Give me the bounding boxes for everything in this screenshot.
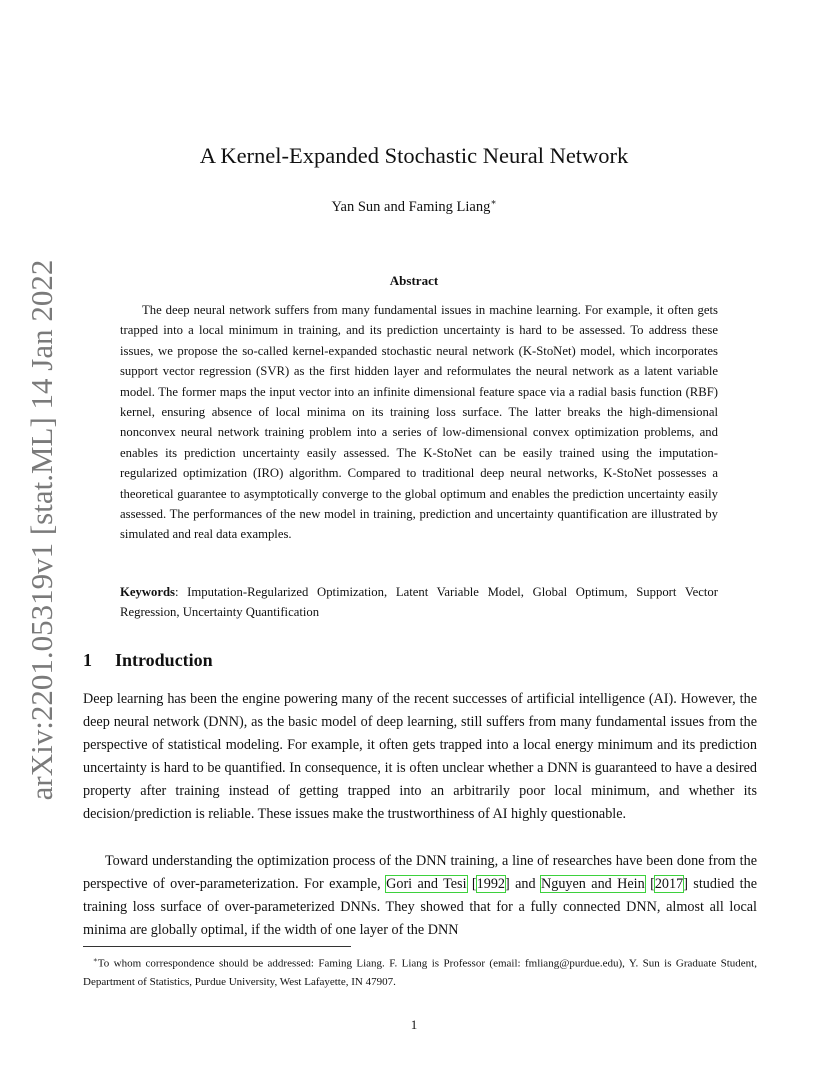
section-number: 1 <box>83 650 92 670</box>
paragraph-2-text-start: Toward understanding the optimization process of the DNN training, a line of researches have been done from the perspective of over-parameterization. For example, <box>83 853 757 892</box>
abstract-text: The deep neural network suffers from many fundamental issues in machine learning. For example, it often gets trapped into a local minimum in training, and its prediction uncertainty is hard to be assessed. To address these issues, we propose the so-called kernel-expanded stochastic neural network (K-StoNet) model, which incorporates support vector regression (SVR) as the first hidden layer and reformulates the neural network as a latent variable model. The former maps the input vector into an infinite dimensional feature space via a radial basis function (RBF) kernel, ensuring absence of local minima on its training loss surface. The latter breaks the high-dimensional nonconvex neural network training problem into a series of low-dimensional convex optimization problems, and enables its prediction uncertainty easily assessed. The K-StoNet can be easily trained using the imputation-regularized optimization (IRO) algorithm. Compared to traditional deep neural networks, K-StoNet possesses a theoretical guarantee to asymptotically converge to the global optimum and enables the prediction uncertainty easily assessed. The performances of the new model in training, prediction and uncertainty quantification are illustrated by simulated and real data examples. <box>120 303 718 542</box>
paper-title: A Kernel-Expanded Stochastic Neural Network <box>199 143 629 168</box>
keywords <box>120 582 718 623</box>
page-number: 1 <box>410 1017 418 1032</box>
footnote-text: To whom correspondence should be addressed: Faming Liang. F. Liang is Professor (email: fmliang@purdue.edu), Y. Sun is Graduate Student, Department of Statistics, Purdue University, West Lafayette, IN 47907. <box>83 957 757 988</box>
section-heading <box>83 650 213 671</box>
footnote <box>83 951 757 991</box>
section-title: Introduction <box>115 650 213 670</box>
keywords-list: : Imputation-Regularized Optimization, Latent Variable Model, Global Optimum, Support Vector Regression, Uncertainty Quantification <box>120 585 718 620</box>
citation-year-link-2017[interactable]: 2017 <box>654 876 684 892</box>
paragraph-2-text-end: studied the training loss surface of over-parameterized DNNs. They showed that for a fully connected DNN, almost all local minima are globally optimal, if the width of one layer of the DNN <box>83 876 757 938</box>
author-footnote-mark[interactable]: ∗ <box>490 197 497 207</box>
arxiv-identifier-stamp <box>22 259 62 801</box>
citation-link-gori-tesi[interactable]: Gori and Tesi <box>386 876 467 892</box>
footnote-mark: ∗ <box>93 956 98 964</box>
paragraph-2-conjunction: and <box>509 876 541 892</box>
citation-link-nguyen-hein[interactable]: Nguyen and Hein <box>540 876 645 892</box>
abstract-heading: Abstract <box>389 273 439 288</box>
citation-year-link-1992[interactable]: 1992 <box>476 876 506 892</box>
arxiv-identifier-text: arXiv:2201.05319v1 [stat.ML] 14 Jan 2022 <box>24 259 59 801</box>
intro-paragraph-1: Deep learning has been the engine powering many of the recent successes of artificial intelligence (AI). However, the deep neural network (DNN), as the basic model of deep learning, still suffers from many fundamental issues from the perspective of statistical modeling. For example, it often gets trapped into a local energy minimum and its prediction uncertainty is hard to be quantified. In consequence, it is often unclear whether a DNN is guaranteed to have a desired property after training instead of getting trapped into an arbitrarily poor local minimum, and whether its decision/prediction is reliable. These issues make the trustworthiness of AI highly questionable. <box>83 691 757 822</box>
footnote-divider <box>83 946 351 947</box>
author-names: Yan Sun and Faming Liang <box>331 198 491 215</box>
intro-paragraph-2: Toward understanding the optimization process of the DNN training, a line of researches have been done from the perspective of over-parameterization. For example, Gori and Tesi [1992] and Nguyen and Hein [2017] studied the training loss surface of over-parameterized DNNs. They showed that for a fully connected DNN, almost all local minima are globally optimal, if the width of one layer of the DNN <box>83 853 757 938</box>
keywords-label: Keywords <box>120 585 175 599</box>
author-line <box>0 197 828 216</box>
